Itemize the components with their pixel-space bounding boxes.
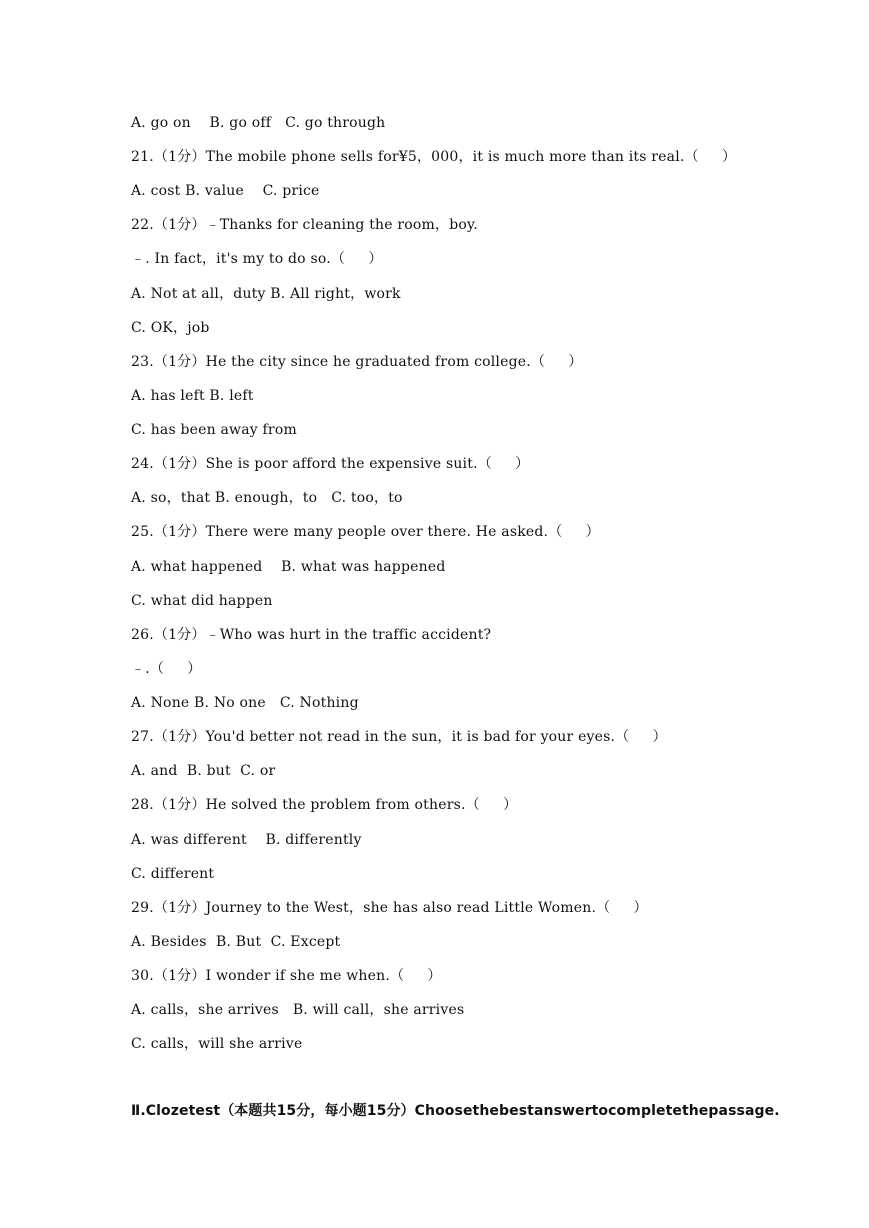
section-heading-cloze: Ⅱ.Clozetest（本题共15分，每小题15分）Choosethebestanswertocompletethepassage. — [131, 1103, 780, 1119]
question-23: 23.（1分）He the city since he graduated from college.（ ） — [131, 354, 583, 370]
question-26-reply: ﹣.（ ） — [131, 661, 202, 677]
question-22-reply: ﹣. In fact，it's my to do so.（ ） — [131, 251, 383, 267]
option-line-q29: A. Besides B. But C. Except — [131, 934, 341, 950]
question-28: 28.（1分）He solved the problem from others.（ ） — [131, 797, 518, 813]
option-line-q22b: C. OK，job — [131, 320, 210, 336]
option-line-q26: A. None B. No one C. Nothing — [131, 695, 359, 711]
question-24: 24.（1分）She is poor afford the expensive suit.（ ） — [131, 456, 530, 472]
option-line-q30a: A. calls，she arrives B. will call，she arrives — [131, 1002, 465, 1018]
option-line-q30b: C. calls，will she arrive — [131, 1036, 303, 1052]
option-line-q24: A. so，that B. enough，to C. too，to — [131, 490, 403, 506]
option-line-q20: A. go on B. go off C. go through — [131, 115, 386, 131]
question-25: 25.（1分）There were many people over there. He asked.（ ） — [131, 524, 600, 540]
question-26: 26.（1分）﹣Who was hurt in the traffic accident? — [131, 627, 492, 643]
question-27: 27.（1分）You'd better not read in the sun，it is bad for your eyes.（ ） — [131, 729, 667, 745]
option-line-q22a: A. Not at all，duty B. All right，work — [131, 286, 401, 302]
question-21: 21.（1分）The mobile phone sells for¥5，000，it is much more than its real.（ ） — [131, 149, 737, 165]
question-22: 22.（1分）﹣Thanks for cleaning the room，boy. — [131, 217, 478, 233]
option-line-q25a: A. what happened B. what was happened — [131, 559, 446, 575]
option-line-q25b: C. what did happen — [131, 593, 273, 609]
question-30: 30.（1分）I wonder if she me when.（ ） — [131, 968, 442, 984]
option-line-q28a: A. was different B. differently — [131, 832, 362, 848]
option-line-q27: A. and B. but C. or — [131, 763, 276, 779]
option-line-q28b: C. different — [131, 866, 215, 882]
option-line-q23b: C. has been away from — [131, 422, 297, 438]
question-29: 29.（1分）Journey to the West，she has also read Little Women.（ ） — [131, 900, 648, 916]
option-line-q23a: A. has left B. left — [131, 388, 254, 404]
option-line-q21: A. cost B. value C. price — [131, 183, 320, 199]
